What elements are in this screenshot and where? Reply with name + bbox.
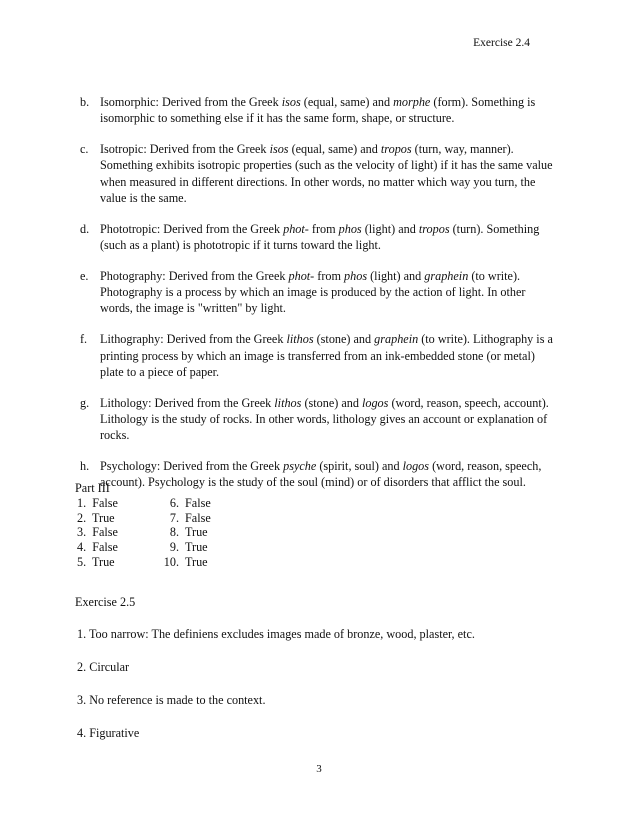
definitions-list — [80, 94, 560, 505]
definition-text: Lithology: Derived from the Greek lithos (stone) and logos (word, reason, speech, account). Lithology is the study of rocks. In other words, lithology gives an account or explanation of rocks. — [100, 395, 549, 443]
item-letter: g. — [80, 395, 90, 410]
definition-text: Lithography: Derived from the Greek lithos (stone) and graphein (to write). Lithography is a printing process by which an image is transferred from an ink-embedded stone (or metal) plate to a piece of paper. — [100, 332, 553, 379]
definition-item — [80, 141, 560, 206]
answer-left: 5. True — [77, 554, 115, 569]
answer-value-right: True — [185, 554, 208, 569]
definition-text: Photography: Derived from the Greek phot- from phos (light) and graphein (to write). Photography is a process by which an image is produced by the action of light. In other words, the image is "written" by light. — [100, 268, 526, 316]
list-item: 2. Circular — [77, 660, 130, 674]
answer-value-right: False — [185, 495, 211, 510]
definition-text: Isotropic: Derived from the Greek isos (equal, same) and tropos (turn, way, manner). Something exhibits isotropic properties (such as the velocity of light) if it has the same value when measured in different directions. In other words, no matter which way you turn, the value is the same. — [100, 142, 553, 205]
answer-number-right: 10. — [163, 554, 179, 569]
list-item: 1. Too narrow: The definiens excludes images made of bronze, wood, plaster, etc. — [77, 627, 475, 641]
answer-number-right: 9. — [169, 540, 179, 555]
answer-value-right: True — [185, 540, 208, 555]
definition-text: Psychology: Derived from the Greek psyche (spirit, soul) and logos (word, reason, speech, account). Psychology is the study of the soul (mind) or of disorders that afflict the soul. — [100, 459, 542, 490]
definition-item — [80, 268, 560, 317]
answer-left: 2. True — [77, 510, 115, 525]
answer-value-right: False — [185, 510, 211, 525]
page-number: 3 — [316, 763, 322, 775]
part-iii-title: Part III — [75, 481, 110, 495]
definition-text: Phototropic: Derived from the Greek phot- from phos (light) and tropos (turn). Something (such as a plant) is phototropic if it turns toward the light. — [100, 221, 540, 253]
item-letter: h. — [80, 459, 90, 474]
item-letter: e. — [80, 268, 89, 283]
item-letter: c. — [80, 142, 89, 157]
definition-item — [80, 94, 560, 127]
answer-left: 3. False — [77, 525, 118, 540]
definition-item — [80, 395, 560, 444]
item-letter: f. — [80, 332, 88, 347]
answer-left: 4. False — [77, 540, 118, 555]
list-item: 4. Figurative — [77, 726, 140, 740]
exercise-2-5-section — [75, 595, 475, 759]
answer-left: 1. False — [77, 495, 118, 510]
answer-value-right: True — [185, 525, 208, 540]
page-header: Exercise 2.4 — [473, 37, 530, 49]
answer-grid — [75, 496, 225, 570]
item-letter: d. — [80, 221, 90, 236]
exercise-2-5-title: Exercise 2.5 — [75, 595, 136, 609]
part-iii-section — [75, 481, 225, 570]
item-letter: b. — [80, 95, 90, 109]
definition-item — [80, 331, 560, 380]
answer-number-right: 6. — [169, 495, 179, 510]
list-item: 3. No reference is made to the context. — [77, 693, 266, 707]
answer-number-right: 7. — [169, 510, 179, 525]
answer-number-right: 8. — [169, 525, 179, 540]
definition-text: Isomorphic: Derived from the Greek isos (equal, same) and morphe (form). Something is isomorphic to something else if it has the same form, shape, or structure. — [100, 95, 536, 126]
definition-item — [80, 221, 560, 254]
